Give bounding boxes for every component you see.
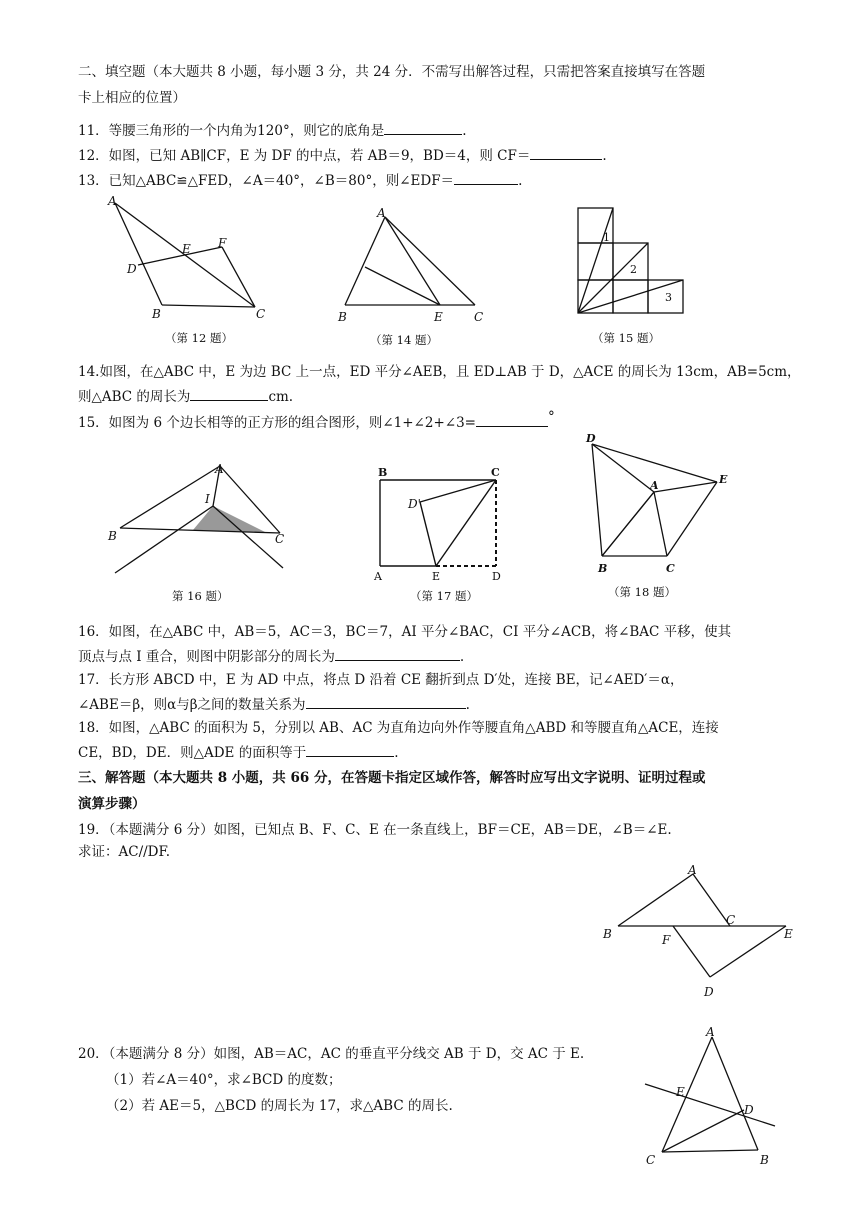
figure-18 <box>582 432 742 582</box>
point-label: B <box>152 307 161 321</box>
point-label: C <box>646 1153 656 1167</box>
question-13-text: 13．已知△ABC≌△FED，∠A＝40°，∠B＝80°，则∠EDF＝ <box>78 173 455 189</box>
answer-blank[interactable] <box>384 120 462 135</box>
answer-blank[interactable] <box>306 694 466 709</box>
question-14: 14.如图，在△ABC 中，E 为边 BC 上一点，ED 平分∠AEB，且 ED⊥AB 于 D，△ACE 的周长为 13cm，AB=5cm， <box>78 364 801 380</box>
question-20-part-1: （1）若∠A＝40°，求∠BCD 的度数； <box>106 1072 342 1088</box>
point-label: F <box>218 236 227 250</box>
figure-12-caption: （第 12 题） <box>165 331 233 345</box>
point-label: C <box>275 532 285 546</box>
point-label: D' <box>408 497 421 511</box>
section3-heading-cont: 演算步骤） <box>78 796 146 812</box>
figure-18-caption: （第 18 题） <box>608 585 676 599</box>
figure-15 <box>575 205 690 320</box>
point-label: C <box>256 307 266 321</box>
answer-blank[interactable] <box>530 145 602 160</box>
point-label: C <box>491 466 500 479</box>
figure-20 <box>640 1022 785 1172</box>
point-label: E <box>182 242 191 256</box>
answer-blank[interactable] <box>335 646 460 661</box>
point-label: D <box>127 262 137 276</box>
question-20: 20．（本题满分 8 分）如图，AB＝AC，AC 的垂直平分线交 AB 于 D，交 AC 于 E. <box>78 1046 585 1062</box>
angle-label: 1 <box>603 231 610 244</box>
point-label: A <box>706 1025 715 1039</box>
question-15: 15．如图为 6 个边长相等的正方形的组合图形，则∠1+∠2+∠3= ° <box>78 409 555 431</box>
figure-15-caption: （第 15 题） <box>592 331 660 345</box>
point-label: A <box>374 570 382 583</box>
section2-heading: 二、填空题（本大题共 8 小题，每小题 3 分，共 24 分．不需写出解答过程，只需把答案直接填写在答题 <box>78 64 706 80</box>
figure-12 <box>100 195 280 345</box>
point-label: C <box>726 913 736 927</box>
point-label: E <box>784 927 793 941</box>
question-19-cont: 求证：AC//DF. <box>78 844 171 860</box>
point-label: B <box>598 562 608 575</box>
answer-blank[interactable] <box>190 386 268 401</box>
point-label: A <box>650 479 659 492</box>
point-label: B <box>603 927 612 941</box>
figure-19 <box>598 862 808 1002</box>
question-20-part-2: （2）若 AE＝5，△BCD 的周长为 17，求△ABC 的周长. <box>106 1098 453 1114</box>
figure-14 <box>330 205 500 335</box>
point-label: A <box>688 863 697 877</box>
question-12: 12．如图，已知 AB∥CF，E 为 DF 的中点，若 AB＝9，BD＝4，则 CF＝ . <box>78 145 607 166</box>
point-label: F <box>662 933 671 947</box>
point-label: E <box>432 570 441 583</box>
point-label: D <box>744 1103 754 1117</box>
answer-blank[interactable] <box>454 170 518 185</box>
figure-16-caption: 第 16 题） <box>172 589 229 603</box>
question-11-text: 11．等腰三角形的一个内角为120°，则它的底角是 <box>78 123 385 139</box>
point-label: E <box>676 1085 685 1099</box>
figure-14-caption: （第 14 题） <box>370 333 438 347</box>
answer-blank[interactable] <box>476 412 548 427</box>
angle-label: 3 <box>665 291 672 304</box>
point-label: B <box>108 529 117 543</box>
point-label: B <box>338 310 347 324</box>
question-17: 17．长方形 ABCD 中，E 为 AD 中点，将点 D 沿着 CE 翻折到点 D′处，连接 BE，记∠AED′＝α， <box>78 672 684 688</box>
question-12-text: 12．如图，已知 AB∥CF，E 为 DF 的中点，若 AB＝9，BD＝4，则 CF＝ <box>78 148 531 164</box>
point-label: E <box>434 310 443 324</box>
point-label: A <box>377 206 386 220</box>
point-label: C <box>474 310 484 324</box>
point-label: E <box>719 473 728 486</box>
question-18: 18．如图，△ABC 的面积为 5，分别以 AB、AC 为直角边向外作等腰直角△ABD 和等腰直角△ACE，连接 <box>78 720 719 736</box>
figure-17 <box>368 462 513 587</box>
figure-16 <box>105 458 300 583</box>
question-13: 13．已知△ABC≌△FED，∠A＝40°，∠B＝80°，则∠EDF＝ . <box>78 170 522 191</box>
question-19: 19．（本题满分 6 分）如图，已知点 B、F、C、E 在一条直线上，BF＝CE，AB＝DE，∠B＝∠E. <box>78 822 672 838</box>
point-label: A <box>215 462 224 476</box>
point-label: A <box>108 194 117 208</box>
question-14-cont: 则△ABC 的周长为 cm. <box>78 386 293 407</box>
question-17-cont: ∠ABE＝β，则α与β之间的数量关系为 . <box>78 694 470 715</box>
point-label: D <box>586 432 596 445</box>
figure-17-caption: （第 17 题） <box>410 589 478 603</box>
question-16-cont: 顶点与点 I 重合，则图中阴影部分的周长为 . <box>78 646 464 667</box>
question-16: 16．如图，在△ABC 中，AB＝5，AC＝3，BC＝7，AI 平分∠BAC，CI 平分∠ACB，将∠BAC 平移，使其 <box>78 624 732 640</box>
point-label: I <box>205 492 210 506</box>
point-label: D <box>492 570 501 583</box>
question-18-cont: CE，BD，DE．则△ADE 的面积等于 . <box>78 742 399 763</box>
section2-heading-cont: 卡上相应的位置） <box>78 90 186 106</box>
answer-blank[interactable] <box>306 742 394 757</box>
point-label: C <box>666 562 675 575</box>
point-label: D <box>704 985 714 999</box>
section3-heading: 三、解答题（本大题共 8 小题，共 66 分，在答题卡指定区域作答，解答时应写出文字说明、证明过程或 <box>78 770 706 786</box>
point-label: B <box>378 466 388 479</box>
point-label: B <box>760 1153 769 1167</box>
angle-label: 2 <box>630 263 637 276</box>
question-11: 11．等腰三角形的一个内角为120°，则它的底角是 . <box>78 120 467 141</box>
